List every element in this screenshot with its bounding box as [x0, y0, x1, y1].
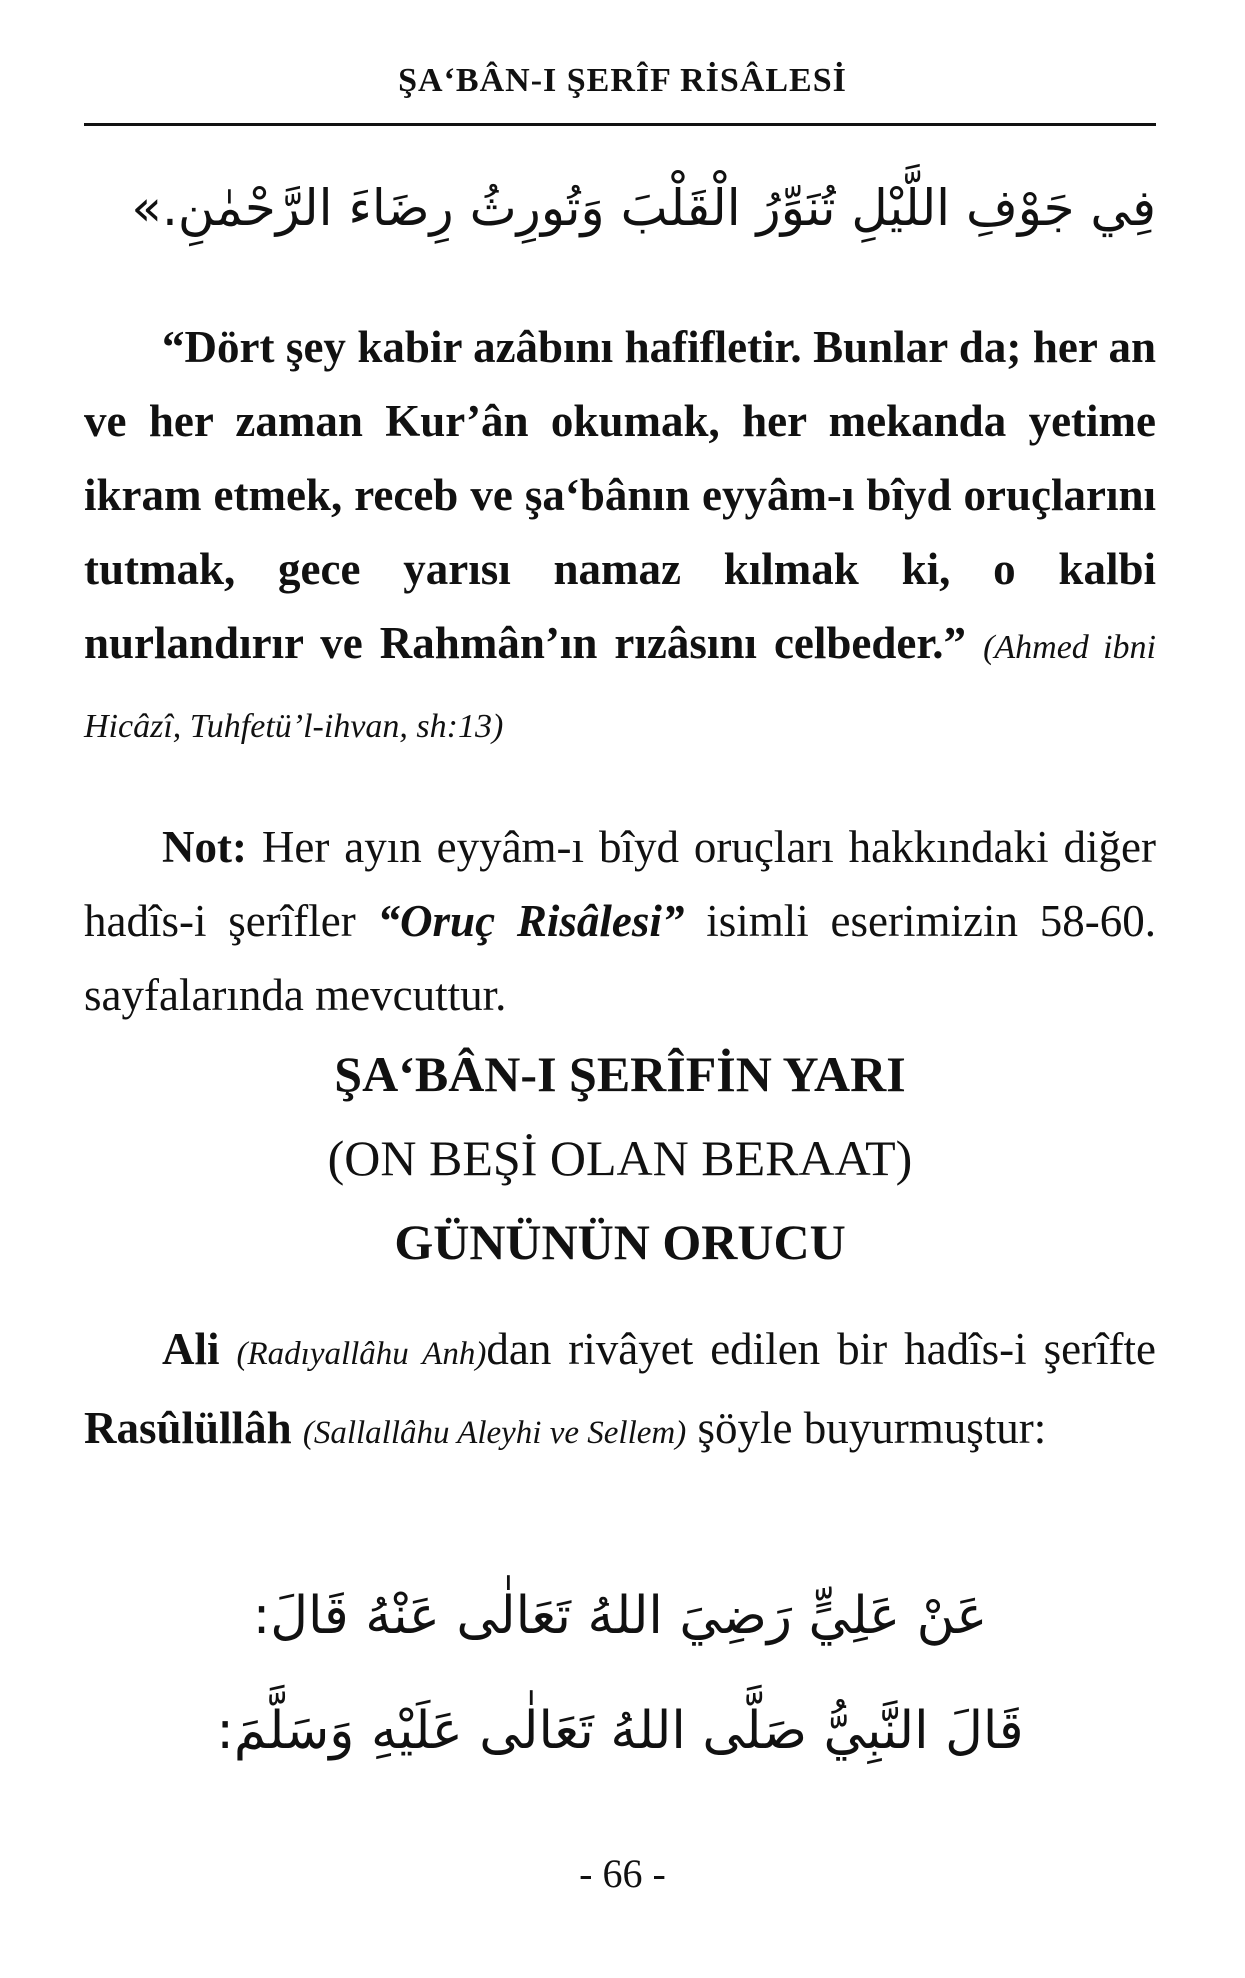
- arabic-text-line: عَنْ عَلِيٍّ رَضِيَ اللهُ تَعَالٰى عَنْهُ قَالَ:: [252, 1586, 988, 1646]
- narrator-name: Ali: [162, 1324, 220, 1374]
- quote-source-citation: (Ahmed ibni Hicâzî, Tuhfetü’l-ihvan, sh:13): [84, 629, 1156, 745]
- arabic-text-line: قَالَ النَّبِيُّ صَلَّى اللهُ تَعَالٰى عَلَيْهِ وَسَلَّمَ:: [216, 1701, 1024, 1761]
- section-heading-line-2: (ON BEŞİ OLAN BERAAT): [327, 1130, 913, 1186]
- section-heading: [84, 1045, 1156, 1305]
- hadith-quote-paragraph: [84, 310, 1156, 764]
- honorific-radiyallahu: (Radıyallâhu Anh): [236, 1336, 487, 1372]
- note-paragraph: [84, 810, 1156, 1032]
- narration-paragraph: [84, 1312, 1156, 1470]
- note-label: Not:: [162, 822, 247, 872]
- prophet-name: Rasûlüllâh: [84, 1403, 292, 1453]
- section-heading-line-3: GÜNÜNÜN ORUCU: [394, 1214, 846, 1270]
- hadith-quote-text: “Dört şey kabir azâbını hafifletir. Bunlar da; her an ve her zaman Kur’ân okumak, her mekanda yetime ikram etmek, receb ve şa‘bânın eyyâm-ı bîyd oruçlarını tutmak, gece yarısı namaz kılmak ki, o kalbi nurlandırır ve Rahmân’ın rızâsını celbeder.”: [84, 322, 1156, 668]
- header-rule: [84, 123, 1156, 126]
- section-heading-line-1: ŞA‘BÂN-I ŞERÎFİN YARI: [334, 1046, 906, 1102]
- arabic-text-line: فِي جَوْفِ اللَّيْلِ تُنَوِّرُ الْقَلْبَ وَتُورِثُ رِضَاءَ الرَّحْمٰنِ.»: [131, 179, 1156, 237]
- narration-text-2: şöyle buyurmuştur:: [697, 1403, 1047, 1453]
- running-head-title: ŞA‘BÂN-I ŞERÎF RİSÂLESİ: [398, 62, 847, 99]
- note-text-1: Her ayın eyyâm-ı bîyd oruçları hakkındaki diğer hadîs-i şerîfler: [84, 822, 1156, 946]
- honorific-sallallahu: (Sallallâhu Aleyhi ve Sellem): [302, 1415, 687, 1451]
- narration-text-1: dan rivâyet edilen bir hadîs-i şerîfte: [486, 1324, 1157, 1374]
- note-book-title: “Oruç Risâlesi”: [377, 896, 685, 946]
- page-number: - 66 -: [579, 1851, 666, 1896]
- note-text-2: isimli eserimizin 58-60. sayfalarında mevcuttur.: [84, 896, 1156, 1020]
